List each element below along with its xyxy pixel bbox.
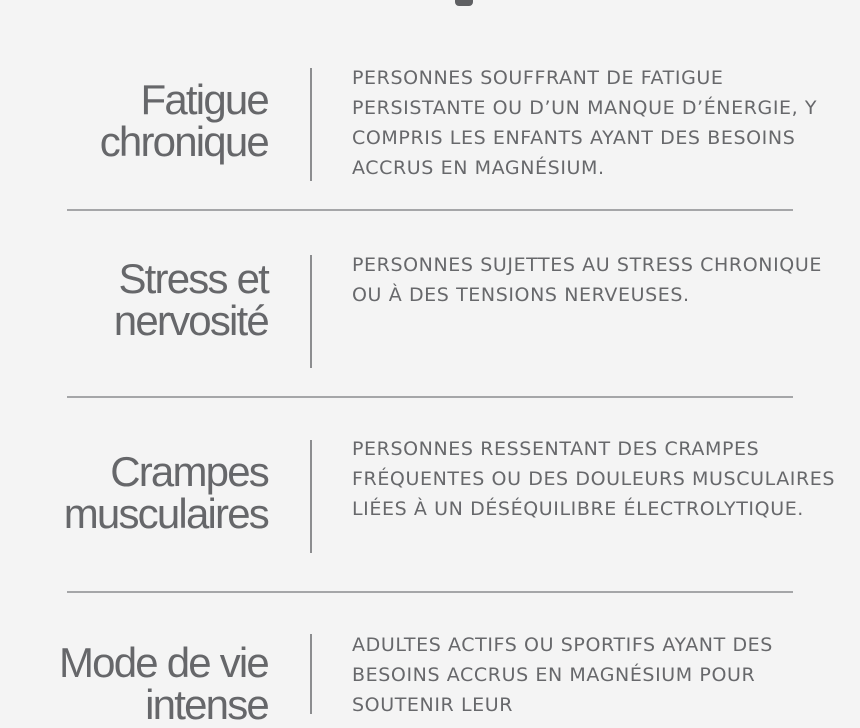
item-title (18, 255, 268, 344)
item-title-line-1: Mode de vie (58, 639, 268, 686)
item-title-line-2: musculaires (63, 490, 268, 537)
item-title (18, 76, 268, 165)
vertical-divider (310, 68, 312, 181)
item-title (18, 639, 268, 728)
item-description: PERSONNES SUJETTES AU STRESS CHRONIQUE OU À DES TENSIONS NERVEUSES. (352, 254, 822, 306)
horizontal-divider (67, 209, 793, 211)
item-description: PERSONNES RESSENTANT DES CRAMPES FRÉQUENTES OU DES DOULEURS MUSCULAIRES LIÉES À UN DÉSÉQUILIBRE ÉLECTROLYTIQUE. (352, 438, 836, 520)
item-description: PERSONNES SOUFFRANT DE FATIGUE PERSISTANTE OU D’UN MANQUE D’ÉNERGIE, Y COMPRIS LES ENFANTS AYANT DES BESOINS ACCRUS EN MAGNÉSIUM. (352, 67, 818, 179)
vertical-divider (310, 440, 312, 553)
item-title-line-1: Fatigue (140, 76, 268, 123)
item-title-line-2: intense (145, 681, 268, 728)
item-description: ADULTES ACTIFS OU SPORTIFS AYANT DES BESOINS ACCRUS EN MAGNÉSIUM POUR SOUTENIR LEUR (352, 634, 773, 716)
item-title-line-2: nervosité (113, 297, 268, 344)
vertical-divider (310, 634, 312, 714)
item-title (18, 448, 268, 537)
item-title-line-1: Crampes (110, 448, 268, 495)
item-title-line-2: chronique (99, 118, 268, 165)
horizontal-divider (67, 591, 793, 593)
item-title-line-1: Stress et (118, 255, 268, 302)
vertical-divider (310, 255, 312, 368)
horizontal-divider (67, 396, 793, 398)
heading-glyph-fragment (455, 0, 473, 6)
